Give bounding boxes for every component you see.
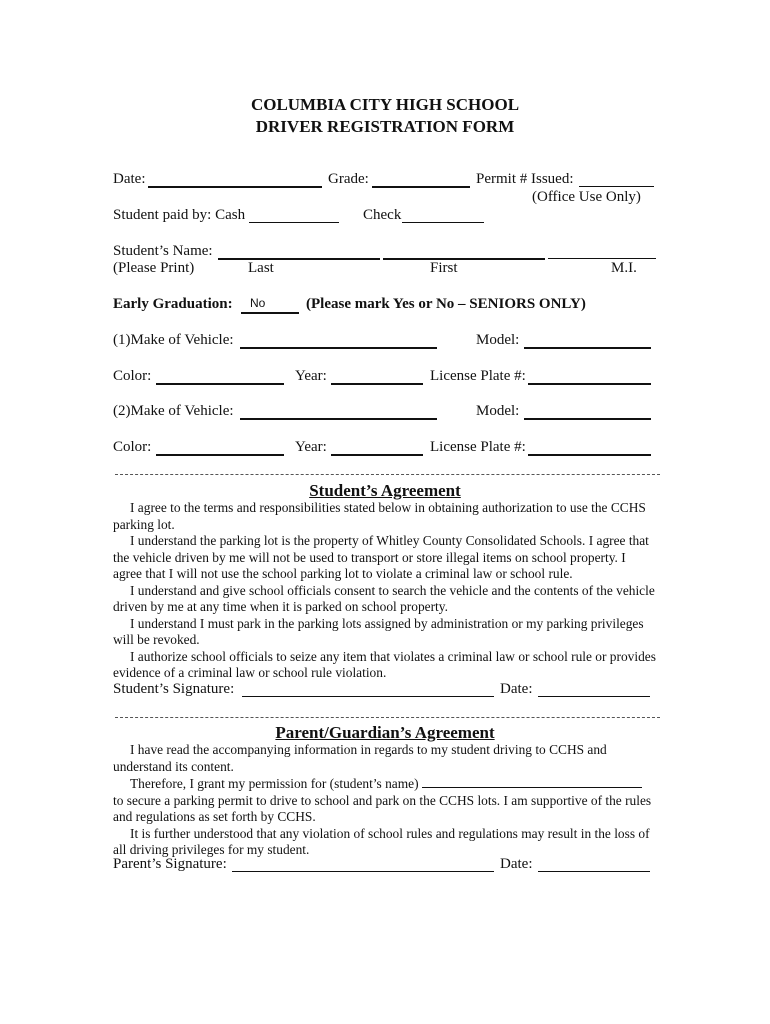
- plate2-label: License Plate #:: [430, 439, 526, 455]
- make1-label: (1)Make of Vehicle:: [113, 332, 234, 348]
- plate2-field[interactable]: [528, 454, 651, 456]
- permit-label: Permit # Issued:: [476, 171, 574, 187]
- model1-label: Model:: [476, 332, 520, 348]
- office-use-note: (Office Use Only): [532, 189, 641, 205]
- make1-field[interactable]: [240, 347, 437, 349]
- model1-field[interactable]: [524, 347, 651, 349]
- check-label: Check: [363, 207, 402, 223]
- year1-label: Year:: [295, 368, 327, 384]
- parent-agreement-text: [113, 742, 658, 859]
- early-graduation-label: Early Graduation:: [113, 296, 233, 312]
- first-name-field[interactable]: [383, 258, 545, 260]
- parent-paragraph: [113, 775, 658, 793]
- date-field[interactable]: [148, 186, 322, 188]
- parent-agreement-heading: Parent/Guardian’s Agreement: [275, 723, 495, 742]
- agreement-paragraph: I authorize school officials to seize any item that violates a criminal law or school rule or provides evidence of a criminal law or school rule violation.: [113, 648, 656, 680]
- section-divider: [115, 474, 660, 475]
- color2-field[interactable]: [156, 454, 284, 456]
- parent-paragraph: I have read the accompanying information in regards to my student driving to CCHS and understand its content.: [113, 742, 607, 774]
- student-signature-field[interactable]: [242, 696, 494, 697]
- parent-date-field[interactable]: [538, 871, 650, 872]
- agreement-paragraph: I understand I must park in the parking lots assigned by administration or my parking privileges will be revoked.: [113, 615, 644, 647]
- agreement-paragraph: I understand and give school officials consent to search the vehicle and the contents of the vehicle driven by me at any time when it is parked on school property.: [113, 582, 655, 614]
- year1-field[interactable]: [331, 383, 423, 385]
- parent-paragraph: to secure a parking permit to drive to school and park on the CCHS lots. I am supportive of the rules and regulations as set forth by CCHS.: [113, 792, 652, 824]
- mi-field[interactable]: [548, 258, 656, 259]
- agreement-paragraph: I agree to the terms and responsibilities stated below in obtaining authorization to use the CCHS parking lot.: [113, 500, 646, 532]
- form-title: DRIVER REGISTRATION FORM: [255, 117, 515, 136]
- make2-label: (2)Make of Vehicle:: [113, 403, 234, 419]
- student-date-label: Date:: [500, 681, 533, 697]
- student-agreement-text: [113, 500, 658, 682]
- plate1-field[interactable]: [528, 383, 651, 385]
- color2-label: Color:: [113, 439, 152, 455]
- first-caption: First: [430, 260, 458, 276]
- plate1-label: License Plate #:: [430, 368, 526, 384]
- please-print-note: (Please Print): [113, 260, 195, 276]
- model2-label: Model:: [476, 403, 520, 419]
- year2-label: Year:: [295, 439, 327, 455]
- early-graduation-value[interactable]: No: [250, 296, 266, 310]
- year2-field[interactable]: [331, 454, 423, 456]
- student-name-blank[interactable]: [422, 775, 642, 788]
- grade-label: Grade:: [328, 171, 369, 187]
- mi-caption: M.I.: [611, 260, 637, 276]
- permit-field[interactable]: [579, 186, 654, 187]
- date-label: Date:: [113, 171, 146, 187]
- grade-field[interactable]: [372, 186, 470, 188]
- cash-field[interactable]: [249, 222, 339, 223]
- parent-date-label: Date:: [500, 856, 533, 872]
- student-name-label: Student’s Name:: [113, 243, 213, 259]
- agreement-paragraph: I understand the parking lot is the property of Whitley County Consolidated Schools. I agree that the vehicle driven by me will not be used to transport or store illegal items on school property. I agree that I will not use the school parking lot to violate a criminal law or school rule.: [113, 533, 649, 581]
- last-caption: Last: [248, 260, 274, 276]
- permission-text: Therefore, I grant my permission for (student’s name): [130, 776, 419, 791]
- early-graduation-note: (Please mark Yes or No – SENIORS ONLY): [306, 296, 586, 312]
- check-field[interactable]: [402, 222, 484, 223]
- student-date-field[interactable]: [538, 696, 650, 697]
- paid-by-label: Student paid by: Cash: [113, 207, 246, 223]
- make2-field[interactable]: [240, 418, 437, 420]
- last-name-field[interactable]: [218, 258, 380, 260]
- early-graduation-field[interactable]: [241, 312, 299, 314]
- parent-signature-field[interactable]: [232, 871, 494, 872]
- school-name: COLUMBIA CITY HIGH SCHOOL: [250, 95, 520, 114]
- student-signature-label: Student’s Signature:: [113, 681, 235, 697]
- parent-signature-label: Parent’s Signature:: [113, 856, 227, 872]
- color1-field[interactable]: [156, 383, 284, 385]
- parent-paragraph: It is further understood that any violation of school rules and regulations may result in the loss of all driving privileges for my student.: [113, 825, 650, 857]
- model2-field[interactable]: [524, 418, 651, 420]
- section-divider: [115, 717, 660, 718]
- color1-label: Color:: [113, 368, 152, 384]
- student-agreement-heading: Student’s Agreement: [309, 481, 461, 500]
